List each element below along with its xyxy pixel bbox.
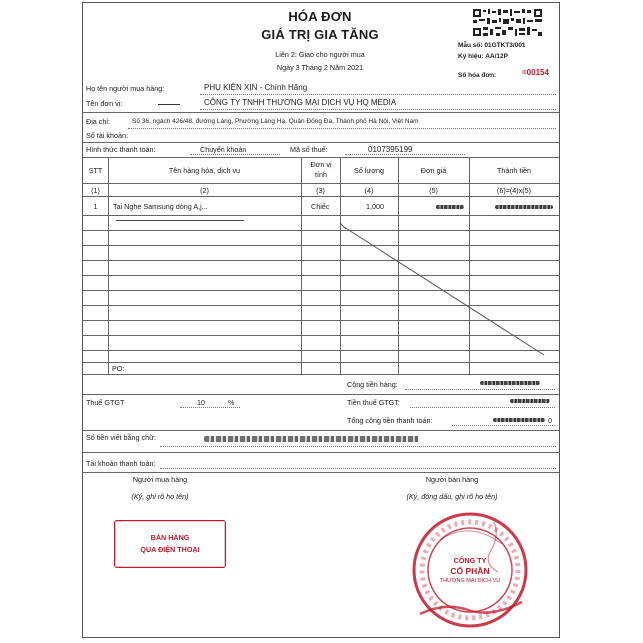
- seal-line-2: CỔ PHẦN: [450, 566, 490, 576]
- col-header-name: Tên hàng hóa, dịch vụ: [168, 166, 241, 175]
- vat-label: Thuế GTGT: [86, 398, 125, 407]
- bank-account-label: Tài khoản thanh toán:: [86, 459, 156, 468]
- invoice-title: HÓA ĐƠN: [288, 9, 352, 24]
- payment-method: Chuyển khoản: [200, 145, 247, 154]
- account-label: Số tài khoản:: [86, 131, 128, 140]
- amount-in-words-label: Số tiền viết bằng chữ:: [86, 433, 156, 442]
- row-item-name: Tai Nghe Samsung dòng A,j...: [113, 202, 208, 211]
- invoice-number-label: Số hóa đơn:: [458, 72, 497, 79]
- seal-line-3: THƯƠNG MẠI DỊCH VỤ: [439, 578, 501, 584]
- seller-signature-title: Người bán hàng: [425, 475, 479, 484]
- vat-amount-redacted: [510, 399, 550, 403]
- subtotal-redacted: [480, 381, 540, 385]
- col-header-unit: Đơn vị tính: [310, 160, 332, 179]
- grand-total-label: Tổng cộng tiền thanh toán:: [347, 416, 433, 425]
- subtotal-label: Cộng tiền hàng:: [347, 380, 398, 389]
- strike-line: [340, 215, 550, 360]
- buyer-name-label: Họ tên người mua hàng:: [86, 84, 165, 93]
- address-label: Địa chỉ:: [86, 117, 110, 126]
- col-code-1: (1): [91, 186, 100, 195]
- amount-in-words-redacted: [204, 436, 419, 442]
- col-code-6: (6)=(4)x(5): [496, 186, 532, 195]
- invoice-subtitle: GIÁ TRỊ GIA TĂNG: [261, 27, 379, 42]
- tax-code: 0107395199: [368, 145, 413, 154]
- grand-total-redacted: [493, 418, 545, 422]
- invoice-symbol: Ký hiệu: AA/12P: [458, 53, 508, 60]
- vat-rate: 10: [197, 398, 205, 407]
- buyer-name: PHỤ KIỆN XỊN - Chính Hãng: [204, 83, 308, 92]
- buyer-unit-label: Tên đơn vị:: [86, 99, 123, 108]
- vat-pct: %: [228, 398, 235, 407]
- row-unit: Chiếc: [311, 202, 330, 211]
- col-code-5: (5): [429, 186, 438, 195]
- po-label: PO:: [112, 364, 125, 373]
- buyer-unit: CÔNG TY TNHH THƯƠNG MẠI DỊCH VỤ HQ MEDIA: [204, 98, 397, 107]
- buyer-signature-note: (Ký, ghi rõ họ tên): [131, 492, 189, 501]
- copy-label: Liên 2: Giao cho người mua: [275, 50, 365, 59]
- payment-label: Hình thức thanh toán:: [86, 145, 156, 154]
- col-header-price: Đơn giá: [420, 166, 447, 175]
- seal-line-1: CÔNG TY: [453, 556, 487, 565]
- grand-total-tail: 0: [548, 416, 552, 425]
- stamp-line-1: BÁN HÀNG: [150, 533, 190, 542]
- phone-sale-stamp: [114, 520, 226, 568]
- form-number: Mẫu số: 01GTKT3/001: [458, 42, 526, 49]
- invoice-date: Ngày 3 Tháng 2 Năm 2021: [276, 63, 364, 72]
- row-stt: 1: [93, 202, 98, 211]
- vat-amount-label: Tiền thuế GTGT:: [347, 398, 400, 407]
- row-qty: 1,000: [366, 202, 384, 211]
- col-header-qty: Số lượng: [354, 166, 384, 175]
- col-code-2: (2): [200, 186, 209, 195]
- tax-code-label: Mã số thuế:: [290, 145, 328, 154]
- buyer-address: Số 36, ngách 426/48, đường Láng, Phường Láng Hạ, Quận Đống Đa, Thành phố Hà Nội, Việt Nam: [132, 118, 419, 125]
- stamp-line-2: QUA ĐIỆN THOẠI: [140, 545, 200, 554]
- seller-signature-note: (Ký, đóng dấu, ghi rõ họ tên): [406, 492, 498, 501]
- row-price-redacted: [436, 205, 464, 209]
- col-code-3: (3): [316, 186, 325, 195]
- col-code-4: (4): [364, 186, 374, 195]
- row-amount-redacted: [495, 205, 553, 209]
- col-header-amount: Thành tiền: [497, 166, 531, 175]
- buyer-signature-title: Người mua hàng: [132, 475, 188, 484]
- col-header-stt: STT: [88, 166, 103, 175]
- invoice-number: =00154: [522, 68, 549, 77]
